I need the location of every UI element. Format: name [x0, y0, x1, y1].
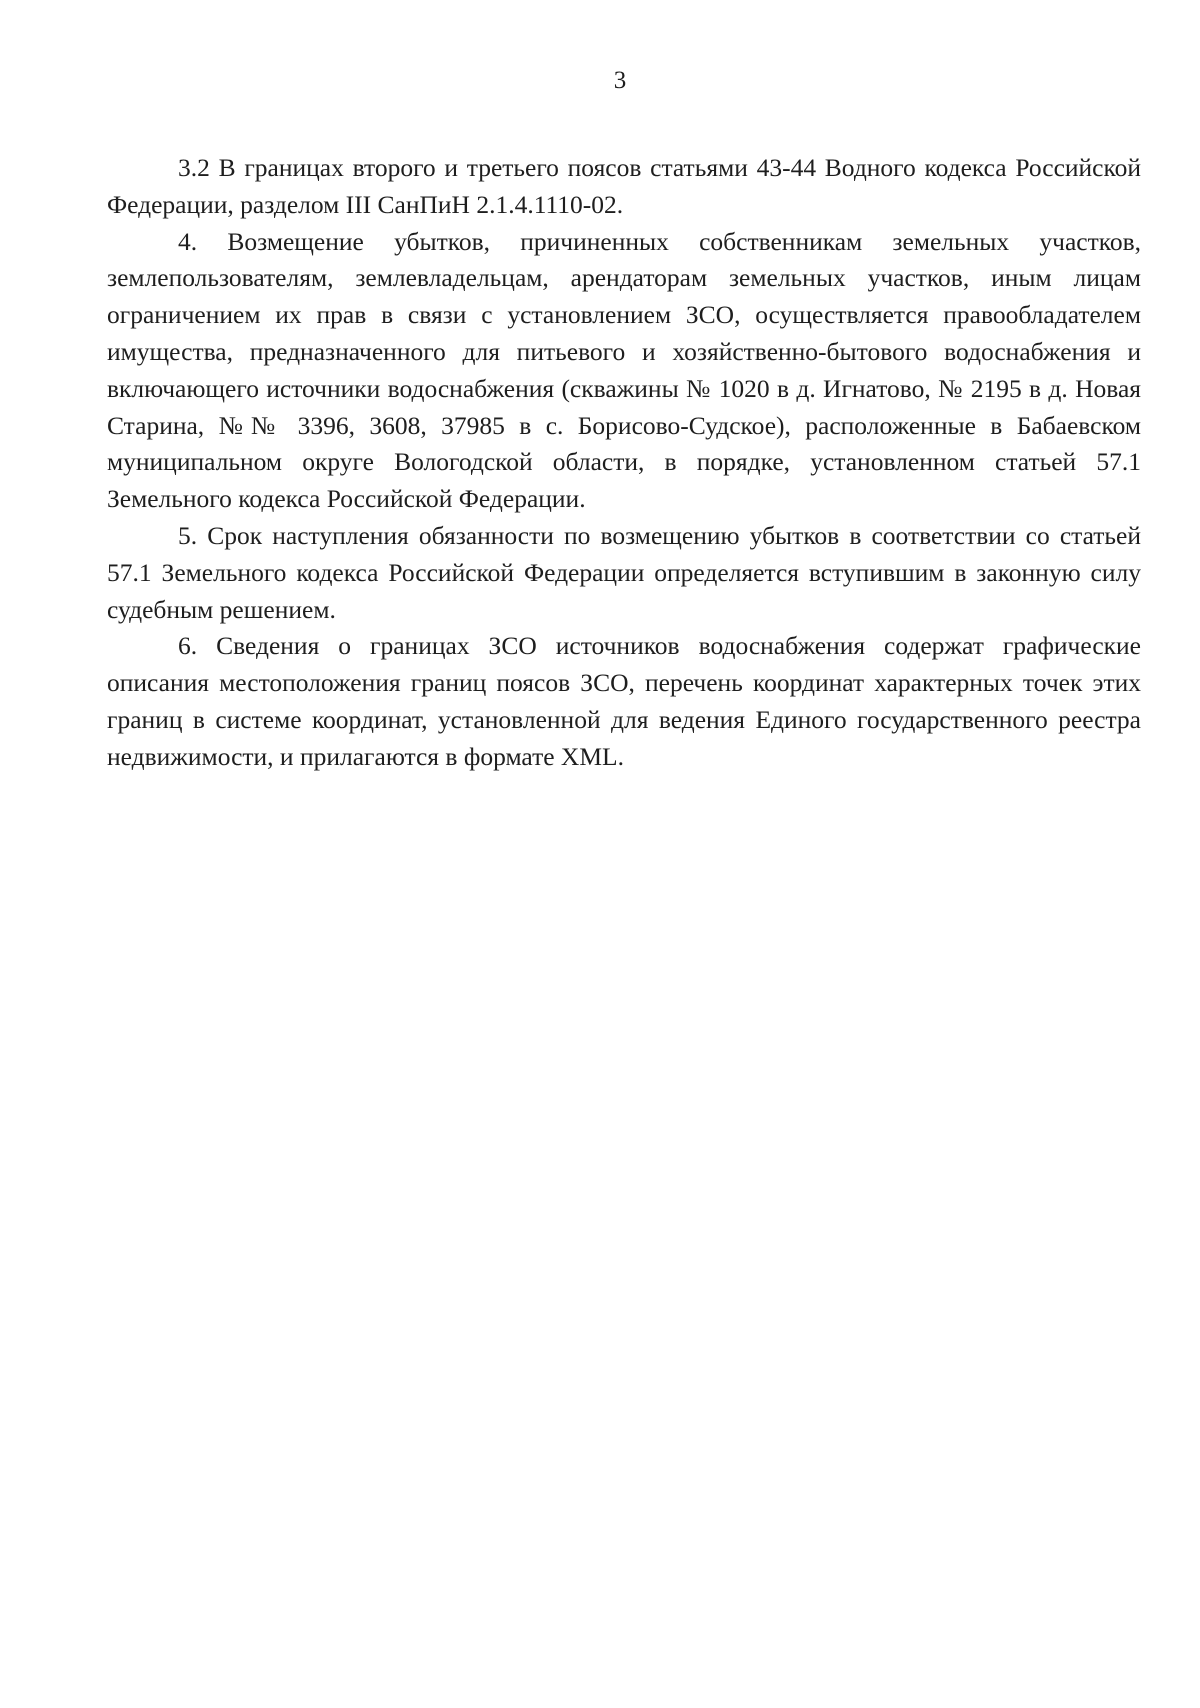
paragraph-6: 6. Сведения о границах ЗСО источников водоснабжения содержат графические описания местоположения границ поясов ЗСО, перечень координат характерных точек этих границ в системе координат, установленной для ведения Единого государственного реестра недвижимости, и прилагаются в формате XML.: [107, 631, 1141, 771]
paragraph-4: 4. Возмещение убытков, причиненных собственникам земельных участков, землепользователям, землевладельцам, арендаторам земельных участков, иным лицам ограничением их прав в связи с установлением ЗСО, осуществляется правообладателем имущества, предназначенного для питьевого и хозяйственно-бытового водоснабжения и включающего источники водоснабжения (скважины № 1020 в д. Игнатово, № 2195 в д. Новая Старина, №№ 3396, 3608, 37985 в с. Борисово-Судское), расположенные в Бабаевском муниципальном округе Вологодской области, в порядке, установленном статьей 57.1 Земельного кодекса Российской Федерации.: [107, 226, 1141, 514]
document-body: [107, 150, 1141, 776]
paragraph-5: 5. Срок наступления обязанности по возмещению убытков в соответствии со статьей 57.1 Земельного кодекса Российской Федерации определяется вступившим в законную силу судебным решением.: [107, 520, 1141, 624]
page-number: 3: [613, 67, 627, 94]
paragraph-3-2: 3.2 В границах второго и третьего поясов статьями 43-44 Водного кодекса Российской Федерации, разделом III СанПиН 2.1.4.1110-02.: [107, 153, 1141, 219]
